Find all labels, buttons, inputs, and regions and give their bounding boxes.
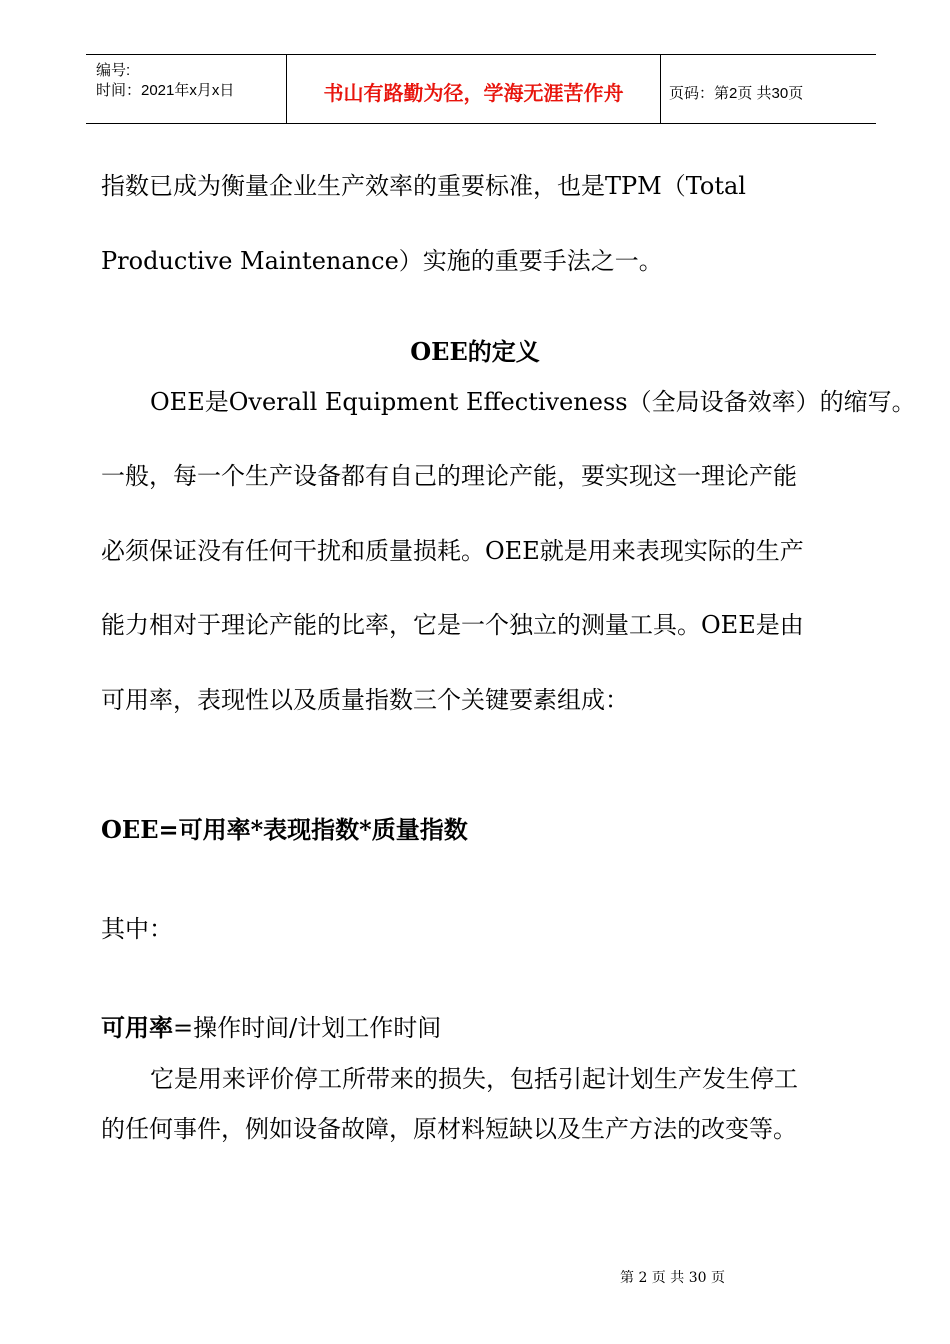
page-header: [86, 54, 876, 124]
header-motto: 书山有路勤为径，学海无涯苦作舟: [323, 83, 624, 105]
oee-formula: OEE=可用率*表现指数*质量指数: [101, 815, 468, 844]
header-page-cell: [661, 55, 876, 123]
description-line: 它是用来评价停工所带来的损失，包括引起计划生产发生停工: [150, 1065, 798, 1093]
body-line: Productive Maintenance）实施的重要手法之一。: [101, 247, 663, 275]
document-number-label: 编号:: [96, 62, 131, 79]
availability-formula: =操作时间/计划工作时间: [173, 1014, 442, 1042]
description-line: 的任何事件，例如设备故障，原材料短缺以及生产方法的改变等。: [101, 1115, 797, 1143]
body-line: 指数已成为衡量企业生产效率的重要标准，也是TPM（Total: [101, 172, 746, 200]
paragraph-line: 能力相对于理论产能的比率，它是一个独立的测量工具。OEE是由: [101, 611, 804, 639]
header-meta-cell: [86, 55, 286, 123]
paragraph-line: 一般，每一个生产设备都有自己的理论产能，要实现这一理论产能: [101, 462, 797, 490]
document-date: 时间：2021年x月x日: [96, 82, 235, 99]
header-page-info: 页码：第2页 共30页: [669, 85, 804, 102]
paragraph-line: 必须保证没有任何干扰和质量损耗。OEE就是用来表现实际的生产: [101, 537, 804, 565]
section-heading: OEE的定义: [410, 337, 540, 366]
among-label: 其中：: [101, 915, 173, 943]
paragraph-line: 可用率，表现性以及质量指数三个关键要素组成：: [101, 686, 629, 714]
availability-term: 可用率: [101, 1013, 173, 1042]
availability-definition: [101, 1008, 441, 1043]
header-motto-cell: [286, 55, 661, 123]
footer-page-number: 第 2 页 共 30 页: [620, 1270, 725, 1286]
paragraph-line: OEE是Overall Equipment Effectiveness（全局设备效率）的缩写。: [150, 388, 916, 416]
